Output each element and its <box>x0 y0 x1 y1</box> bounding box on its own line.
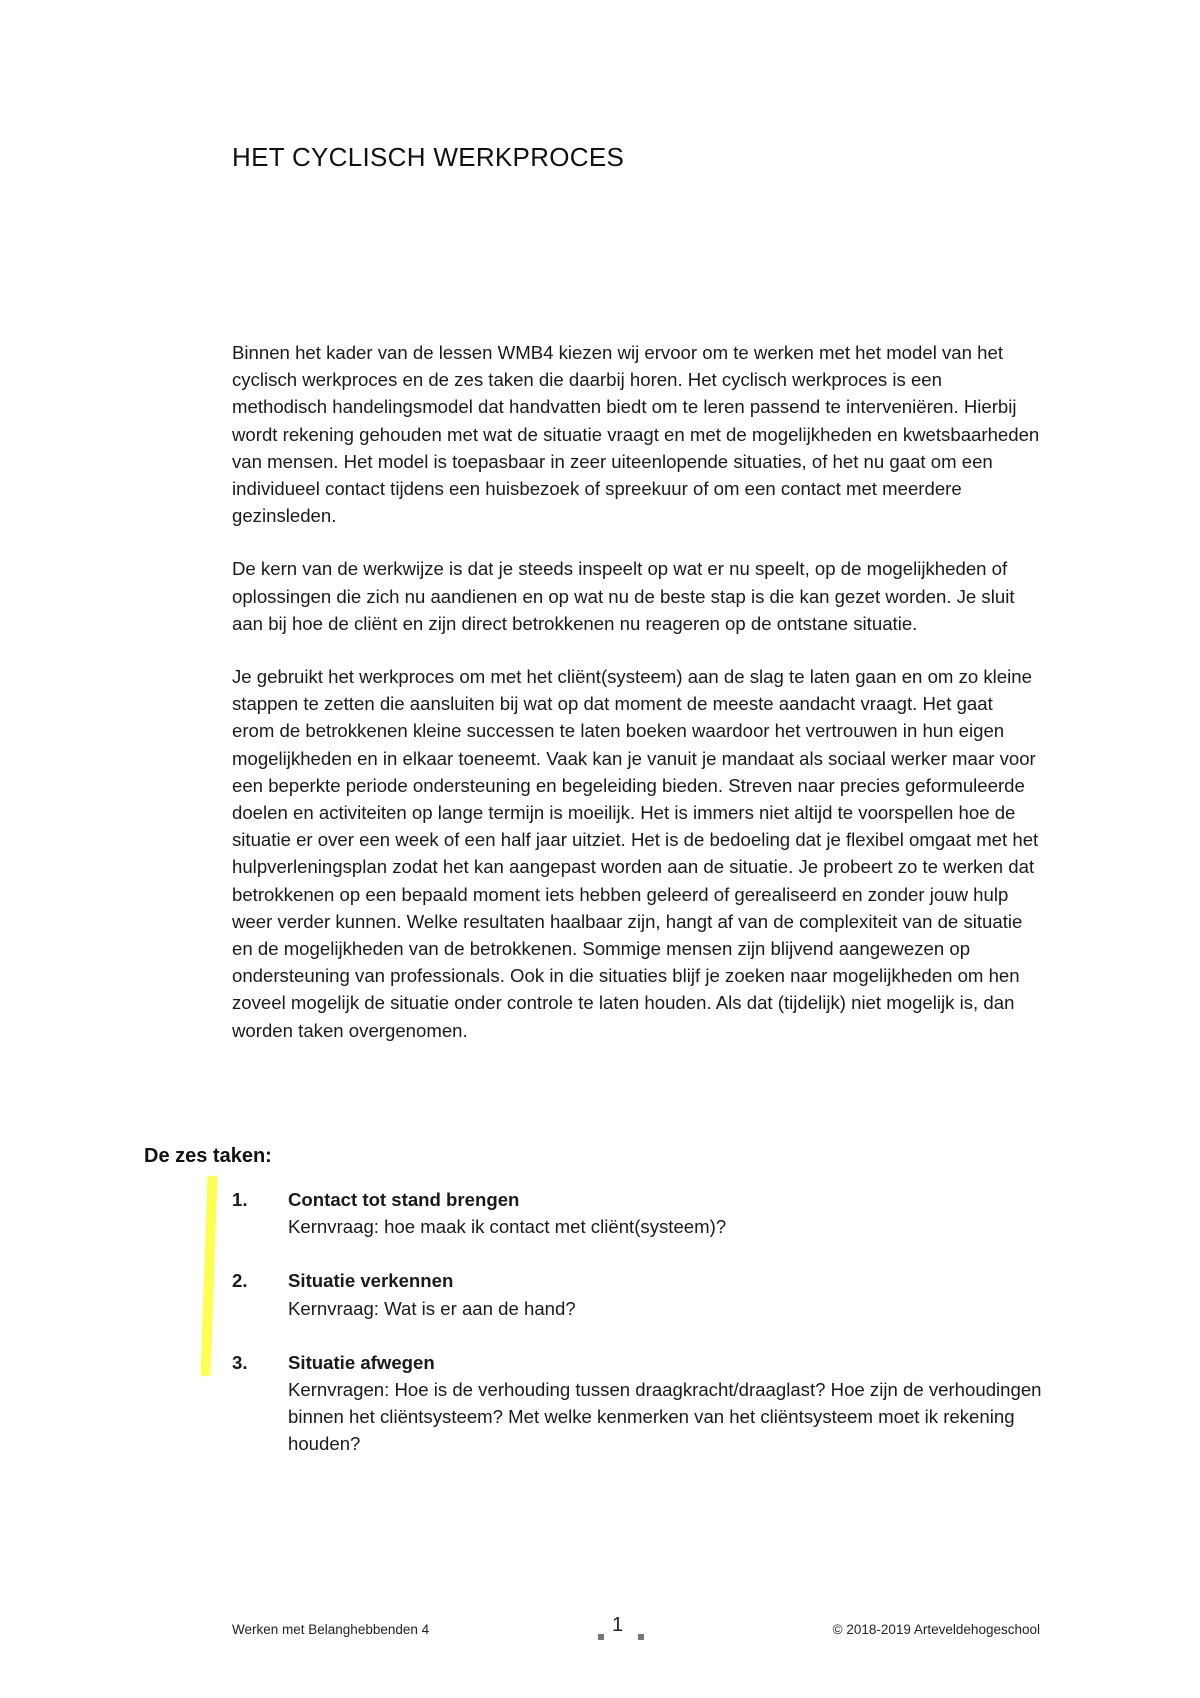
page-number: 1 <box>612 1614 624 1636</box>
task-title: Situatie verkennen <box>288 1270 454 1292</box>
paragraph-core: De kern van de werkwijze is dat je steeds inspeelt op wat er nu speelt, op de mogelijkheden of oplossingen die zich nu aandienen en op wat nu de beste stap is die kan gezet worden. Je sluit aan bij hoe de cliënt en zijn direct betrokkenen nu reageren op de ontstane situatie. <box>232 558 1015 634</box>
body-text <box>232 339 1040 1070</box>
task-description: Kernvraag: Wat is er aan de hand? <box>288 1297 576 1319</box>
page-footer <box>232 1614 1040 1644</box>
task-number: 3. <box>232 1351 248 1373</box>
footer-decoration-square <box>598 1634 604 1640</box>
task-item <box>232 1349 1052 1458</box>
task-number: 1. <box>232 1189 248 1210</box>
tasks-heading: De zes taken: <box>144 1145 272 1167</box>
task-description: Kernvraag: hoe maak ik contact met cliënt(systeem)? <box>288 1216 727 1238</box>
footer-course-name: Werken met Belanghebbenden 4 <box>232 1622 430 1637</box>
task-title: Contact tot stand brengen <box>288 1189 520 1210</box>
task-description: Kernvragen: Hoe is de verhouding tussen draagkracht/draaglast? Hoe zijn de verhoudingen binnen het cliëntsysteem? Met welke kenmerken van het cliëntsysteem moet ik rekening houden? <box>288 1379 1042 1455</box>
paragraph-intro: Binnen het kader van de lessen WMB4 kiezen wij ervoor om te werken met het model van het cyclisch werkproces en de zes taken die daarbij horen. Het cyclisch werkproces is een methodisch handelingsmodel dat handvatten biedt om te leren passend te interveniëren. Hierbij wordt rekening gehouden met wat de situatie vraagt en met de mogelijkheden en kwetsbaarheden van mensen. Het model is toepasbaar in zeer uiteenlopende situaties, of het nu gaat om een individueel contact tijdens een huisbezoek of spreekuur of om een contact met meerdere gezinsleden. <box>232 342 1040 527</box>
footer-copyright: © 2018-2019 Arteveldehogeschool <box>832 1622 1040 1637</box>
task-item <box>232 1267 1052 1321</box>
highlighter-mark <box>201 1176 218 1376</box>
footer-decoration-square <box>638 1634 644 1640</box>
task-title: Situatie afwegen <box>288 1351 435 1373</box>
page-title: HET CYCLISCH WERKPROCES <box>232 142 625 172</box>
task-number: 2. <box>232 1270 248 1292</box>
paragraph-process: Je gebruikt het werkproces om met het cliënt(systeem) aan de slag te laten gaan en om zo kleine stappen te zetten die aansluiten bij wat op dat moment de meeste aandacht vraagt. Het gaat erom de betrokkenen kleine successen te laten boeken waardoor het vertrouwen in hun eigen mogelijkheden en in elkaar toeneemt. Vaak kan je vanuit je mandaat als sociaal werker maar voor een beperkte periode ondersteuning en begeleiding bieden. Streven naar precies geformuleerde doelen en activiteiten op lange termijn is moeilijk. Het is immers niet altijd te voorspellen hoe de situatie er over een week of een half jaar uitziet. Het is de bedoeling dat je flexibel omgaat met het hulpverleningsplan zodat het kan aangepast worden aan de situatie. Je probeert zo te werken dat betrokkenen op een bepaald moment iets hebben geleerd of gerealiseerd en zonder jouw hulp weer verder kunnen. Welke resultaten haalbaar zijn, hangt af van de complexiteit van de situatie en de mogelijkheden van de betrokkenen. Sommige mensen zijn blijvend aangewezen op ondersteuning van professionals. Ook in die situaties blijf je zoeken naar mogelijkheden om hen zoveel mogelijk de situatie onder controle te laten houden. Als dat (tijdelijk) niet mogelijk is, dan worden taken overgenomen. <box>232 666 1039 1041</box>
tasks-list <box>232 1186 1052 1485</box>
task-item <box>232 1186 1052 1240</box>
